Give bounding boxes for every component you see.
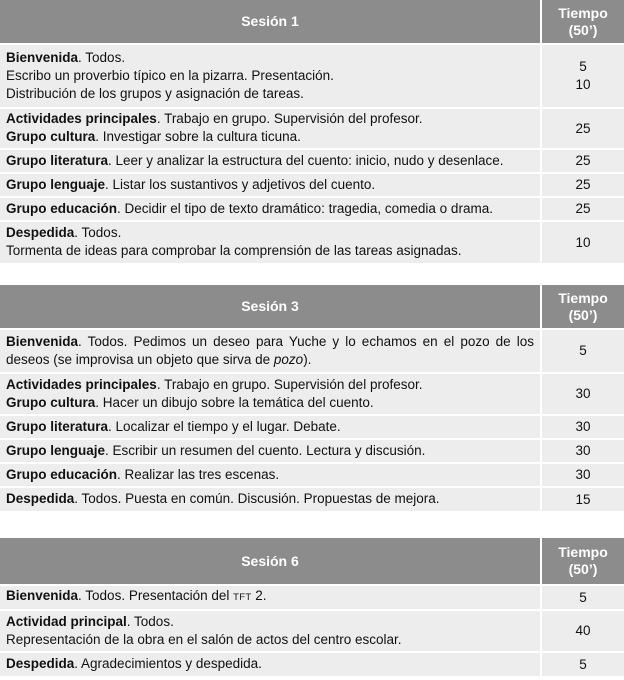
activity-line [6, 490, 534, 508]
activity-cell [0, 610, 541, 652]
session-3-rows [0, 373, 624, 511]
time-value: 25 [575, 153, 591, 168]
time-cell [541, 585, 624, 610]
activity-name: Bienvenida [6, 49, 79, 65]
activity-text-end: 2. [251, 588, 267, 603]
time-value: 40 [575, 623, 591, 638]
activity-cell [0, 108, 541, 149]
time-header-label: Tiempo [558, 289, 608, 306]
session-3-header-row [0, 285, 624, 329]
activity-text: . Investigar sobre la cultura ticuna. [95, 129, 301, 144]
activity-name: Despedida [6, 491, 75, 506]
activity-line [6, 176, 534, 194]
activity-cell [0, 373, 541, 415]
activity-text-end: ). [303, 351, 312, 367]
activity-italic: pozo [273, 351, 304, 367]
table-row [0, 329, 624, 373]
activity-line [6, 242, 534, 260]
activity-name: Grupo cultura [6, 394, 96, 410]
time-cell [541, 487, 624, 511]
time-header-label: Tiempo [558, 4, 608, 21]
activity-line [6, 128, 534, 146]
table-row [0, 373, 624, 415]
activity-text: Representación de la obra en el salón de actos del centro escolar. [6, 631, 402, 647]
activity-text: . Leer y analizar la estructura del cuento: inicio, nudo y desenlace. [108, 152, 504, 168]
activity-name: Grupo cultura [6, 129, 96, 144]
table-row [0, 463, 624, 487]
table-row [0, 108, 624, 149]
session-3-title: Sesión 3 [0, 285, 541, 329]
time-header [541, 0, 624, 44]
activity-text: . Hacer un dibujo sobre la temática del cuento. [95, 394, 374, 410]
activity-line [6, 613, 534, 631]
session-6-title: Sesión 6 [0, 538, 541, 585]
activity-line [6, 200, 534, 218]
time-cell [541, 197, 624, 221]
activity-cell [0, 463, 541, 487]
time-value: 5 [579, 589, 587, 605]
activity-line [6, 631, 534, 649]
activity-line [6, 466, 534, 484]
activity-cell [0, 173, 541, 197]
activity-line [6, 152, 534, 170]
time-cell [541, 439, 624, 463]
time-cell [541, 44, 624, 108]
time-value: 5 [579, 59, 587, 74]
activity-text: . Listar los sustantivos y adjetivos del cuento. [105, 176, 376, 192]
table-row [0, 197, 624, 221]
table-row [0, 439, 624, 463]
activity-name: Despedida [6, 225, 75, 240]
time-cell [541, 463, 624, 487]
activity-text: . Todos. Puesta en común. Discusión. Propuestas de mejora. [74, 491, 440, 506]
activity-text: . Escribir un resumen del cuento. Lectura y discusión. [105, 442, 426, 458]
session-6-body [0, 585, 624, 610]
activity-text: . Todos. Pedimos un deseo para Yuche y lo echamos en el pozo de los deseos (se improvisa un objeto que sirva de [6, 333, 534, 367]
time-value: 30 [575, 386, 591, 401]
table-row [0, 221, 624, 263]
activity-text: . Localizar el tiempo y el lugar. Debate. [108, 418, 341, 434]
session-1-body [0, 44, 624, 263]
table-row [0, 487, 624, 511]
activity-text: Escribo un proverbio típico en la pizarra. Presentación. [6, 67, 334, 83]
time-value: 15 [575, 491, 591, 507]
time-value: 25 [575, 177, 591, 192]
time-cell [541, 610, 624, 652]
activity-text: Distribución de los grupos y asignación de tareas. [6, 85, 304, 101]
time-value: 10 [575, 234, 591, 250]
activity-line [6, 394, 534, 412]
activity-cell [0, 439, 541, 463]
time-value: 30 [575, 443, 591, 458]
time-cell [541, 652, 624, 676]
activity-smallcaps: TFT [233, 592, 252, 603]
activity-cell [0, 197, 541, 221]
activity-text: . Trabajo en grupo. Supervisión del profesor. [156, 111, 423, 126]
activity-name: Grupo literatura [6, 152, 109, 168]
activity-cell [0, 221, 541, 263]
time-value: 5 [579, 343, 587, 358]
activity-cell [0, 487, 541, 511]
table-row [0, 652, 624, 676]
session-3-table [0, 285, 624, 511]
activity-line [6, 224, 534, 242]
time-header-unit: (50’) [568, 21, 598, 38]
time-value: 5 [579, 656, 587, 672]
activity-line [6, 85, 534, 103]
activity-text: . Todos. [78, 49, 126, 65]
activity-name: Despedida [6, 656, 75, 671]
activity-text: . Realizar las tres escenas. [117, 466, 280, 482]
activity-text: . Agradecimientos y despedida. [74, 656, 262, 671]
activity-name: Grupo lenguaje [6, 442, 106, 458]
time-value: 25 [575, 120, 591, 136]
activity-name: Actividades principales [6, 376, 157, 392]
activity-name: Actividades principales [6, 111, 157, 126]
table-row [0, 173, 624, 197]
table-row [0, 149, 624, 173]
activity-text: . Trabajo en grupo. Supervisión del profesor. [156, 376, 423, 392]
activity-line [6, 67, 534, 85]
activity-name: Bienvenida [6, 333, 79, 349]
time-header-unit: (50’) [568, 306, 598, 323]
activity-text: Tormenta de ideas para comprobar la comprensión de las tareas asignadas. [6, 243, 462, 258]
time-header [541, 285, 624, 329]
activity-line [6, 376, 534, 394]
activity-name: Grupo educación [6, 466, 118, 482]
activity-name: Grupo literatura [6, 418, 109, 434]
time-cell [541, 221, 624, 263]
session-6-table [0, 538, 624, 676]
activity-cell [0, 585, 541, 610]
activity-line [6, 110, 534, 128]
activity-line [6, 442, 534, 460]
time-cell [541, 415, 624, 439]
time-header [541, 538, 624, 585]
time-cell [541, 329, 624, 373]
session-1-table [0, 0, 624, 263]
time-value: 30 [575, 419, 591, 434]
time-header-label: Tiempo [558, 544, 608, 560]
activity-line [6, 655, 534, 673]
session-1-title: Sesión 1 [0, 0, 541, 44]
activity-name: Grupo lenguaje [6, 176, 106, 192]
session-3-body [0, 329, 624, 373]
activity-line [6, 49, 534, 67]
table-row [0, 610, 624, 652]
table-row [0, 415, 624, 439]
activity-cell [0, 652, 541, 676]
activity-cell [0, 149, 541, 173]
session-1-header-row [0, 0, 624, 44]
time-cell [541, 149, 624, 173]
time-header-unit: (50’) [568, 561, 598, 577]
activity-line [6, 418, 534, 436]
activity-cell [0, 415, 541, 439]
activity-name: Bienvenida [6, 588, 79, 603]
activity-name: Actividad principal [6, 613, 127, 629]
time-cell [541, 173, 624, 197]
activity-cell [0, 44, 541, 108]
time-cell [541, 108, 624, 149]
table-row [0, 585, 624, 610]
time-value: 10 [575, 77, 591, 92]
activity-cell [0, 329, 541, 373]
time-cell [541, 373, 624, 415]
activity-text: . Todos. [126, 613, 174, 629]
activity-text: . Todos. [74, 225, 122, 240]
activity-name: Grupo educación [6, 200, 118, 216]
time-value: 30 [575, 467, 591, 482]
table-row [0, 44, 624, 108]
activity-text: . Todos. Presentación del [78, 588, 234, 603]
time-value: 25 [575, 201, 591, 216]
session-6-rows [0, 610, 624, 676]
activity-text: . Decidir el tipo de texto dramático: tragedia, comedia o drama. [117, 200, 493, 216]
session-6-header-row [0, 538, 624, 585]
